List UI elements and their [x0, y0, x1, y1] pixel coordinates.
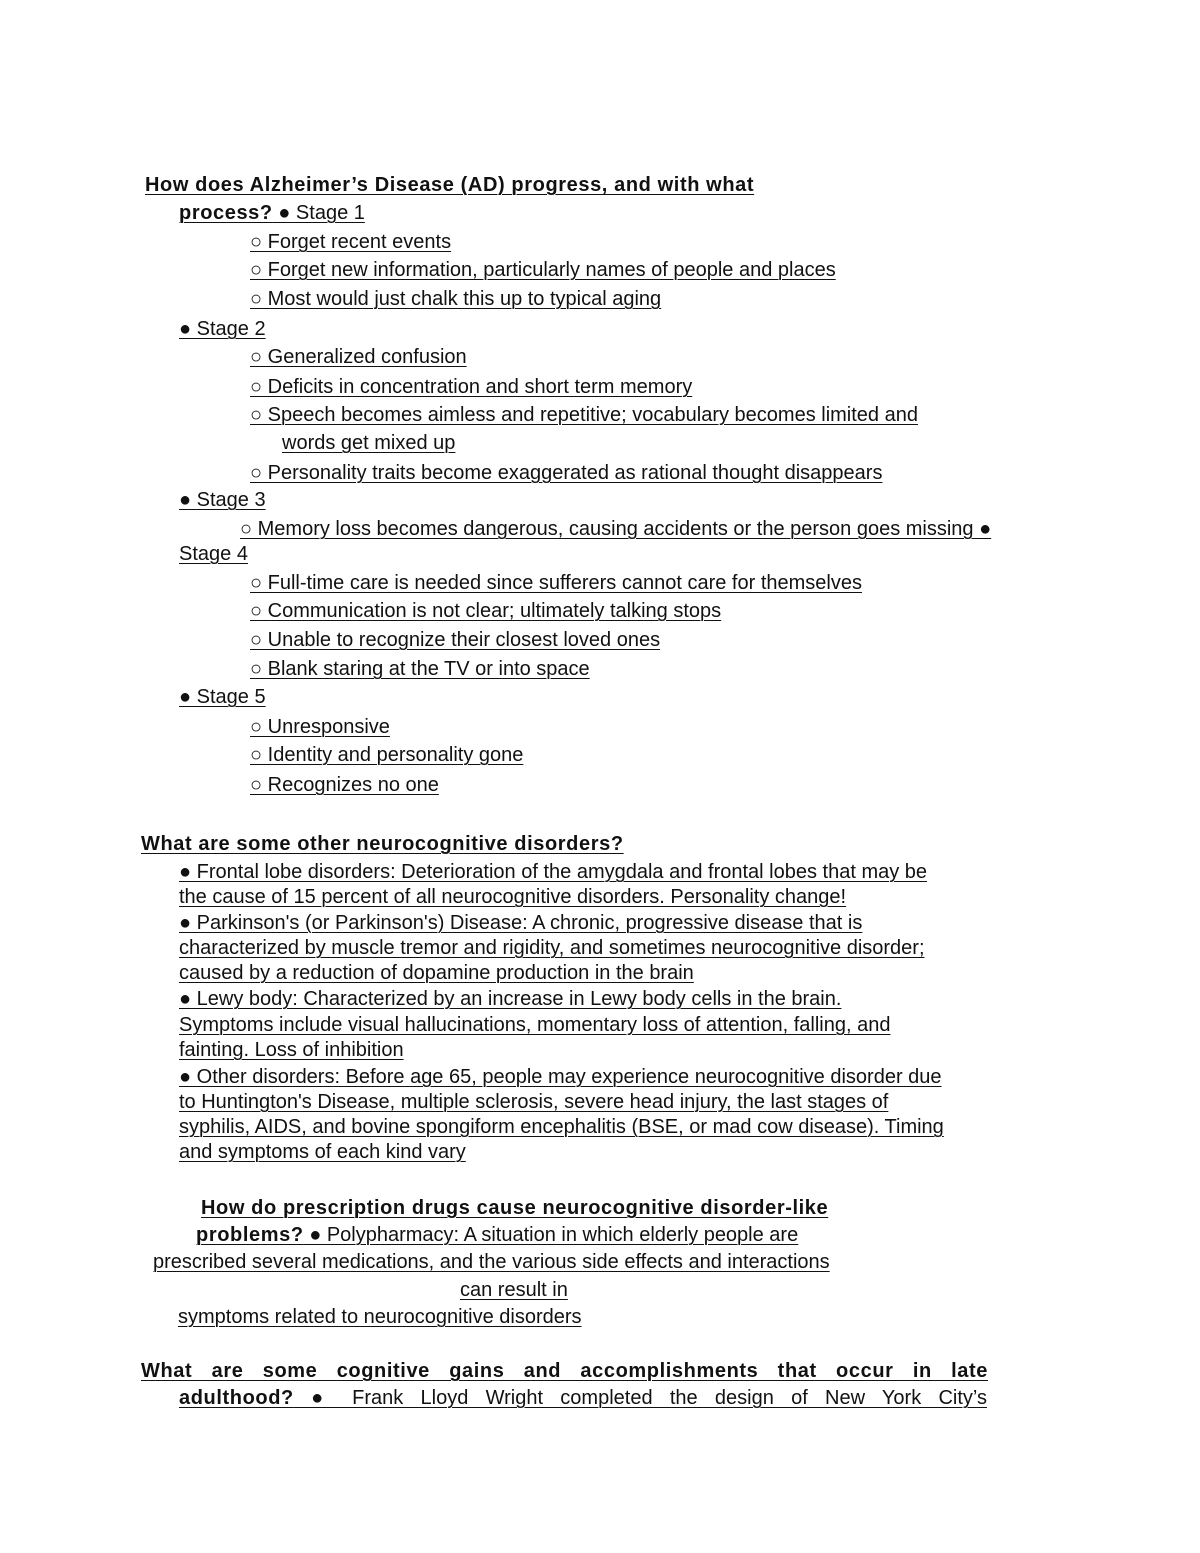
- section4-heading-end: adulthood?: [179, 1387, 294, 1409]
- stage4-item: ○ Unable to recognize their closest loved ones: [250, 629, 661, 651]
- stage1-item: ○ Forget new information, particularly names of people and places: [250, 259, 836, 281]
- stage1-label: ● Stage 1: [272, 202, 365, 224]
- section2-line: ● Parkinson's (or Parkinson's) Disease: A chronic, progressive disease that is: [179, 912, 863, 934]
- stage2-item: ○ Personality traits become exaggerated as rational thought disappears: [250, 462, 883, 484]
- polypharmacy-text: ● Polypharmacy: A situation in which elderly people are: [303, 1224, 799, 1246]
- section3-line: symptoms related to neurocognitive disorders: [178, 1306, 582, 1328]
- section3-heading-line2: [196, 1223, 798, 1247]
- stage2-item-continued: words get mixed up: [282, 432, 456, 454]
- stage2-item: ○ Generalized confusion: [250, 346, 467, 368]
- section1-heading-line2: [179, 201, 365, 225]
- section2-line: ● Lewy body: Characterized by an increase in Lewy body cells in the brain.: [179, 988, 842, 1010]
- section4-heading: What are some cognitive gains and accomplishments that occur in late: [141, 1360, 988, 1382]
- stage1-item: ○ Forget recent events: [250, 231, 452, 253]
- stage5-item: ○ Identity and personality gone: [250, 744, 524, 766]
- section1-heading: How does Alzheimer’s Disease (AD) progress, and with what: [145, 174, 755, 196]
- stage5-item: ○ Recognizes no one: [250, 774, 439, 796]
- section3-heading-end: problems?: [196, 1224, 304, 1246]
- section3-line: can result in: [460, 1279, 568, 1301]
- stage2-item: ○ Deficits in concentration and short term memory: [250, 376, 693, 398]
- section2-line: ● Frontal lobe disorders: Deterioration of the amygdala and frontal lobes that may be: [179, 861, 928, 883]
- section2-line: characterized by muscle tremor and rigidity, and sometimes neurocognitive disorder;: [179, 937, 925, 959]
- stage4-item: ○ Full-time care is needed since sufferers cannot care for themselves: [250, 572, 862, 594]
- section2-line: caused by a reduction of dopamine production in the brain: [179, 962, 694, 984]
- section3-line: prescribed several medications, and the various side effects and interactions: [153, 1251, 830, 1273]
- section2-line: ● Other disorders: Before age 65, people may experience neurocognitive disorder due: [179, 1066, 942, 1088]
- stage2-label: ● Stage 2: [179, 318, 266, 340]
- stage5-label: ● Stage 5: [179, 686, 266, 708]
- stage1-item: ○ Most would just chalk this up to typical aging: [250, 288, 662, 310]
- stage4-item: ○ Blank staring at the TV or into space: [250, 658, 590, 680]
- stage5-item: ○ Unresponsive: [250, 716, 390, 738]
- stage3-label: ● Stage 3: [179, 489, 266, 511]
- stage4-label: Stage 4: [179, 543, 248, 565]
- section2-line: syphilis, AIDS, and bovine spongiform encephalitis (BSE, or mad cow disease). Timing: [179, 1116, 944, 1138]
- section2-line: to Huntington's Disease, multiple sclerosis, severe head injury, the last stages of: [179, 1091, 889, 1113]
- section4-text: ● Frank Lloyd Wright completed the design of New York City’s: [293, 1387, 987, 1409]
- section2-line: and symptoms of each kind vary: [179, 1141, 466, 1163]
- section2-line: the cause of 15 percent of all neurocognitive disorders. Personality change!: [179, 886, 847, 908]
- stage3-item: ○ Memory loss becomes dangerous, causing accidents or the person goes missing ●: [240, 518, 992, 540]
- section3-heading: How do prescription drugs cause neurocognitive disorder-like: [201, 1197, 829, 1219]
- section4-heading-line2: [179, 1386, 987, 1410]
- section2-heading: What are some other neurocognitive disorders?: [141, 833, 624, 855]
- section1-heading-end: process?: [179, 202, 273, 224]
- section2-line: Symptoms include visual hallucinations, momentary loss of attention, falling, and: [179, 1014, 891, 1036]
- stage4-item: ○ Communication is not clear; ultimately talking stops: [250, 600, 722, 622]
- section2-line: fainting. Loss of inhibition: [179, 1039, 404, 1061]
- stage2-item: ○ Speech becomes aimless and repetitive; vocabulary becomes limited and: [250, 404, 918, 426]
